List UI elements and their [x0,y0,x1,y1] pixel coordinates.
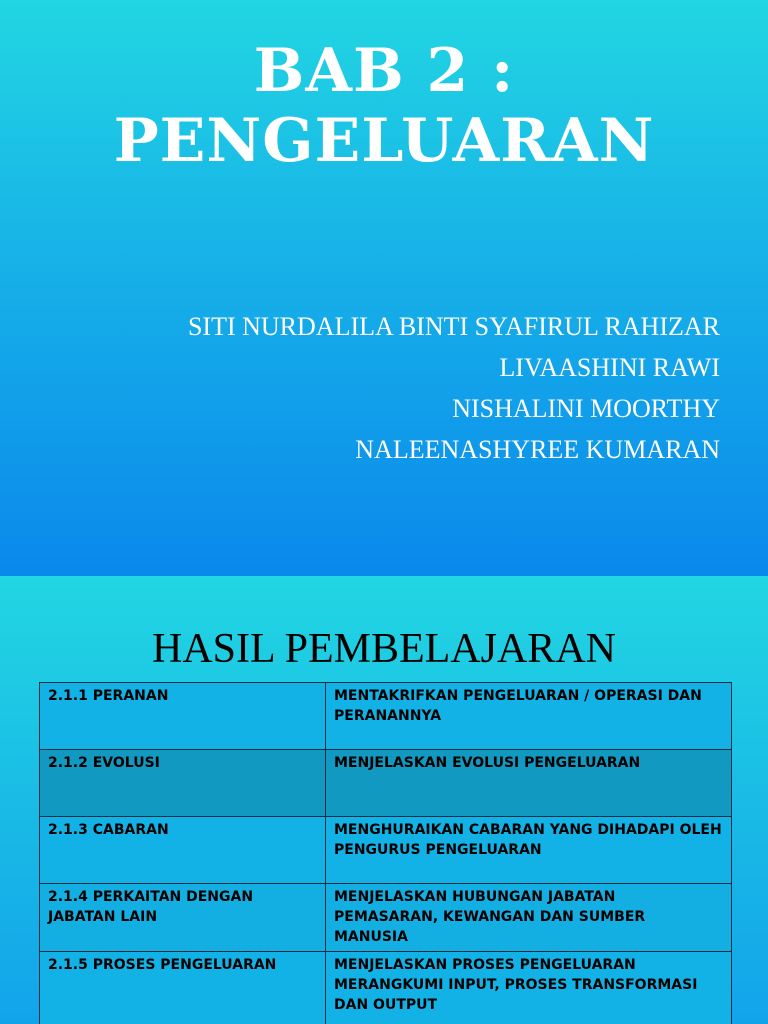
table-row [40,952,732,1024]
topic-cell: 2.1.1 PERANAN [40,683,326,750]
learning-outcomes-table [39,682,732,1024]
table-row [40,884,732,952]
slide-heading: HASIL PEMBELAJARAN [152,626,616,672]
author-name: LIVAASHINI RAWI [499,353,720,382]
table-row [40,750,732,817]
table-row [40,683,732,750]
topic-cell: 2.1.3 CABARAN [40,817,326,884]
outcome-cell: MENGHURAIKAN CABARAN YANG DIHADAPI OLEH PENGURUS PENGELUARAN [326,817,732,884]
topic-cell: 2.1.5 PROSES PENGELUARAN [40,952,326,1024]
author-name: SITI NURDALILA BINTI SYAFIRUL RAHIZAR [187,312,720,341]
outcome-cell: MENJELASKAN EVOLUSI PENGELUARAN [326,750,732,817]
slide-title-line-2: PENGELUARAN [113,106,655,176]
outcome-cell: MENJELASKAN HUBUNGAN JABATAN PEMASARAN, KEWANGAN DAN SUMBER MANUSIA [326,884,732,952]
author-name: NALEENASHYREE KUMARAN [355,435,720,464]
author-name: NISHALINI MOORTHY [452,394,720,423]
outcome-cell: MENTAKRIFKAN PENGELUARAN / OPERASI DAN PERANANNYA [326,683,732,750]
topic-cell: 2.1.4 PERKAITAN DENGAN JABATAN LAIN [40,884,326,952]
table-row [40,817,732,884]
author-list [188,306,720,470]
outcome-cell: MENJELASKAN PROSES PENGELUARAN MERANGKUMI INPUT, PROSES TRANSFORMASI DAN OUTPUT [326,952,732,1024]
learning-outcomes-slide [0,576,768,1024]
slide-title-line-1: BAB 2 : [253,36,515,106]
slide-title [0,36,768,176]
topic-cell: 2.1.2 EVOLUSI [40,750,326,817]
